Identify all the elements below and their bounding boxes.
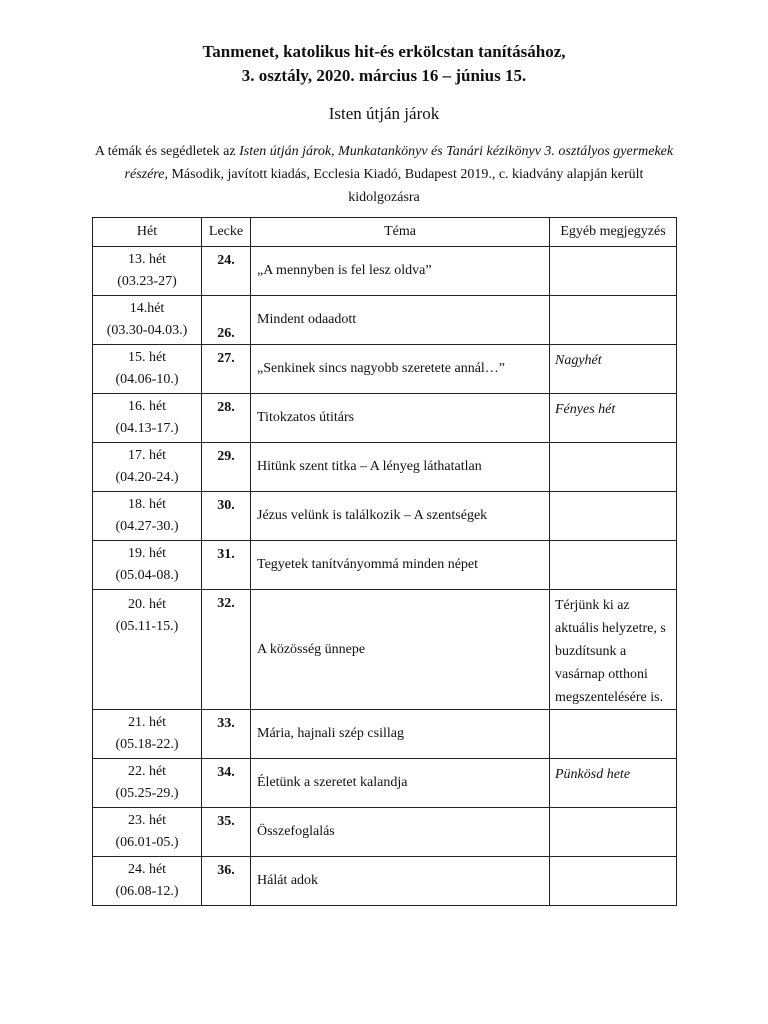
- header-lesson: Lecke: [202, 218, 251, 247]
- topic-cell: Hitünk szent titka – A lényeg láthatatlan: [251, 443, 550, 492]
- week-label: 18. hét: [127, 497, 167, 512]
- topic-cell: „A mennyben is fel lesz oldva”: [251, 247, 550, 296]
- week-cell: [93, 492, 202, 541]
- week-cell: [93, 808, 202, 857]
- note-cell: Térjünk ki az aktuális helyzetre, s buzdítsunk a vasárnap otthoni megszentelésére is.: [550, 590, 677, 710]
- table-row: [93, 394, 677, 443]
- lesson-number: 26.: [202, 296, 251, 345]
- week-cell: [93, 296, 202, 345]
- topic-cell: Mindent odaadott: [251, 296, 550, 345]
- week-dates: (04.27-30.): [115, 519, 179, 534]
- table-row: [93, 759, 677, 808]
- week-dates: (03.23-27): [117, 274, 177, 289]
- lesson-number: 24.: [202, 247, 251, 296]
- lesson-number: 32.: [202, 590, 251, 710]
- topic-cell: Életünk a szeretet kalandja: [251, 759, 550, 808]
- table-row: [93, 296, 677, 345]
- week-cell: [93, 759, 202, 808]
- week-label: 23. hét: [127, 813, 167, 828]
- topic-cell: Jézus velünk is találkozik – A szentségek: [251, 492, 550, 541]
- week-cell: [93, 541, 202, 590]
- note-cell: Pünkösd hete: [550, 759, 677, 808]
- table-body: [93, 247, 677, 906]
- note-cell: [550, 808, 677, 857]
- note-cell: [550, 492, 677, 541]
- week-label: 24. hét: [127, 862, 167, 877]
- document-subtitle: Isten útján járok: [328, 104, 440, 123]
- week-cell: [93, 443, 202, 492]
- table-row: [93, 443, 677, 492]
- lesson-number: 35.: [202, 808, 251, 857]
- table-row: [93, 345, 677, 394]
- week-dates: (05.11-15.): [115, 619, 179, 634]
- lesson-number: 31.: [202, 541, 251, 590]
- schedule-table: [92, 217, 677, 906]
- week-cell: [93, 710, 202, 759]
- topic-cell: Mária, hajnali szép csillag: [251, 710, 550, 759]
- week-label: 20. hét: [127, 597, 167, 612]
- table-row: [93, 857, 677, 906]
- note-cell: [550, 710, 677, 759]
- document-title-line1: Tanmenet, katolikus hit-és erkölcstan tanításához,: [202, 42, 566, 61]
- table-row: [93, 492, 677, 541]
- intro-text-2: Második, javított kiadás, Ecclesia Kiadó, Budapest 2019., c. kiadvány alapján került kidolgozásra: [167, 167, 644, 205]
- note-cell: Fényes hét: [550, 394, 677, 443]
- week-label: 14.hét: [129, 301, 165, 316]
- week-label: 21. hét: [127, 715, 167, 730]
- table-row: [93, 590, 677, 710]
- lesson-number: 33.: [202, 710, 251, 759]
- table-header-row: [93, 218, 677, 247]
- note-cell: [550, 541, 677, 590]
- week-label: 13. hét: [127, 252, 167, 267]
- week-cell: [93, 394, 202, 443]
- note-cell: Nagyhét: [550, 345, 677, 394]
- lesson-number: 28.: [202, 394, 251, 443]
- lesson-number: 36.: [202, 857, 251, 906]
- week-cell: [93, 345, 202, 394]
- document-title-line2: 3. osztály, 2020. március 16 – június 15.: [241, 66, 527, 85]
- week-dates: (05.18-22.): [115, 737, 179, 752]
- lesson-number: 29.: [202, 443, 251, 492]
- table-row: [93, 808, 677, 857]
- note-cell: [550, 296, 677, 345]
- topic-cell: Összefoglalás: [251, 808, 550, 857]
- week-cell: [93, 247, 202, 296]
- week-label: 16. hét: [127, 399, 167, 414]
- week-dates: (04.13-17.): [115, 421, 179, 436]
- table-row: [93, 247, 677, 296]
- intro-text-1: A témák és segédletek az: [94, 144, 240, 159]
- note-cell: [550, 857, 677, 906]
- week-dates: (03.30-04.03.): [106, 323, 188, 338]
- note-cell: [550, 443, 677, 492]
- week-cell: [93, 590, 202, 710]
- week-dates: (04.06-10.): [115, 372, 179, 387]
- week-label: 22. hét: [127, 764, 167, 779]
- week-dates: (04.20-24.): [115, 470, 179, 485]
- intro-paragraph: [92, 140, 676, 209]
- lesson-number: 34.: [202, 759, 251, 808]
- week-dates: (06.01-05.): [115, 835, 179, 850]
- note-cell: [550, 247, 677, 296]
- table-row: [93, 541, 677, 590]
- week-label: 15. hét: [127, 350, 167, 365]
- table-row: [93, 710, 677, 759]
- topic-cell: Titokzatos útitárs: [251, 394, 550, 443]
- topic-cell: „Senkinek sincs nagyobb szeretete annál…”: [251, 345, 550, 394]
- header-week: Hét: [93, 218, 202, 247]
- week-label: 17. hét: [127, 448, 167, 463]
- week-cell: [93, 857, 202, 906]
- intro-text-book-title: Isten útján járok, Munkatankönyv és Tanári kézikönyv 3. osztályos gyermekek részére,: [124, 144, 674, 182]
- lesson-number: 30.: [202, 492, 251, 541]
- topic-cell: A közösség ünnepe: [251, 590, 550, 710]
- header-topic: Téma: [251, 218, 550, 247]
- week-label: 19. hét: [127, 546, 167, 561]
- lesson-number: 27.: [202, 345, 251, 394]
- week-dates: (05.04-08.): [115, 568, 179, 583]
- week-dates: (05.25-29.): [115, 786, 179, 801]
- week-dates: (06.08-12.): [115, 884, 179, 899]
- topic-cell: Hálát adok: [251, 857, 550, 906]
- topic-cell: Tegyetek tanítványommá minden népet: [251, 541, 550, 590]
- header-note: Egyéb megjegyzés: [550, 218, 677, 247]
